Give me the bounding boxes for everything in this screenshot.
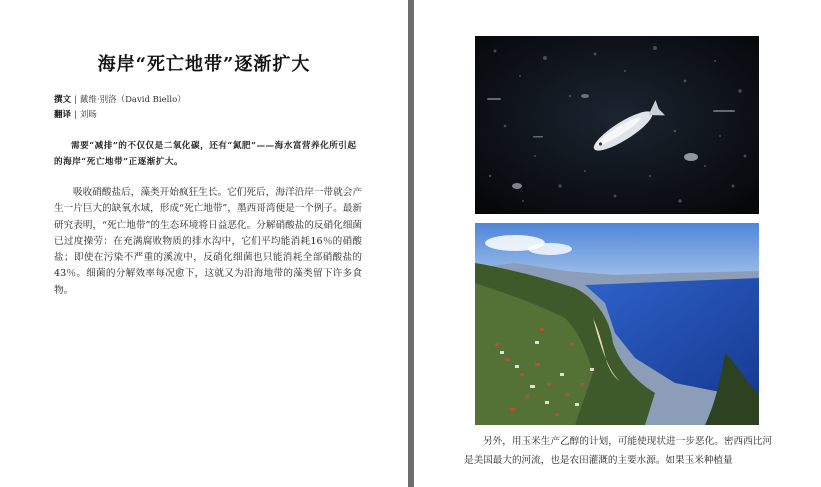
right-page: [414, 0, 821, 487]
author-credit: [54, 93, 186, 105]
translator-label: 翻译: [54, 110, 72, 120]
left-page: [0, 0, 408, 487]
dead-fish-photo-graphic: [475, 36, 759, 214]
right-body-paragraph: 另外，用玉米生产乙醇的计划，可能使现状进一步恶化。密西西比河是美国最大的河流，也是农田灌溉的主要水源。如果玉米种植量: [464, 436, 772, 466]
translator-separator: |: [74, 110, 77, 120]
coastal-town-bay-photo: [475, 223, 759, 425]
translator-name: 刘旸: [79, 110, 97, 120]
translator-credit: [54, 108, 97, 120]
article-lede: 需要“减排”的不仅仅是二氧化碳，还有“氮肥”——海水富营养化所引起的海岸“死亡地带”正逐渐扩大。: [54, 141, 357, 167]
author-name: 戴维·别洛（David Biello）: [79, 95, 186, 105]
article-title: 海岸“死亡地带”逐渐扩大: [97, 54, 311, 75]
author-separator: |: [74, 95, 77, 105]
dead-fish-in-polluted-water-photo: [475, 36, 759, 214]
article-body-paragraph: 吸收硝酸盐后，藻类开始疯狂生长。它们死后，海洋沿岸一带就会产生一片巨大的缺氧水域，形成“死亡地带”，墨西哥湾便是一个例子。最新研究表明，“死亡地带”的生态环境将日益恶化。分解硝酸盐的反硝化细菌已过度操劳：在充满腐败物质的排水沟中，它们平均能消耗16％的硝酸盐；即使在污染不严重的溪流中，反硝化细菌也只能消耗全部硝酸盐的43％。细菌的分解效率每况愈下，这就又为沿海地带的藻类留下许多食物。: [54, 187, 362, 296]
author-label: 撰文: [54, 95, 72, 105]
coastal-bay-photo-graphic: [475, 223, 759, 425]
